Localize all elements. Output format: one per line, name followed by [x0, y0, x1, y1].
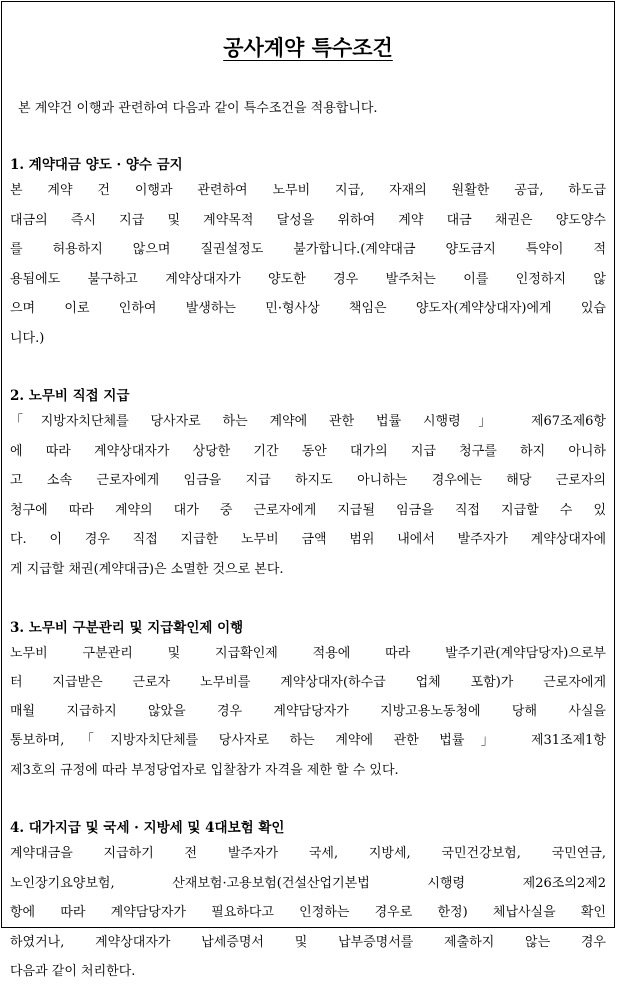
document-title-text: 공사계약 특수조건 [223, 35, 393, 60]
section-body [10, 839, 606, 987]
section-line: 본 계약 건 이행과 관련하여 노무비 지급, 자재의 원활한 공급, 하도급 [10, 183, 606, 198]
section-payment-tax-insurance-check [10, 817, 606, 987]
section-title: 2. 노무비 직접 지급 [10, 388, 130, 404]
section-line: 계약대금을 지급하기 전 발주자가 국세, 지방세, 국민건강보험, 국민연금, [10, 846, 606, 862]
section-line: 에 따라 계약상대자가 상당한 기간 동안 대가의 지급 청구를 하지 아니하 [10, 443, 606, 459]
intro-paragraph: 본 계약건 이행과 관련하여 다음과 같이 특수조건을 적용합니다. [18, 101, 378, 116]
section-direct-labor-payment [10, 385, 606, 585]
document-title [10, 32, 606, 62]
section-line: 다음과 같이 처리한다. [10, 964, 136, 980]
section-body [10, 176, 606, 353]
section-line: 으며 이로 인하여 발생하는 민·형사상 책임은 양도자(계약상대자)에게 있습 [10, 301, 606, 316]
section-line: 대금의 즉시 지급 및 계약목적 달성을 위하여 계약 대금 채권은 양도양수 [10, 212, 606, 228]
section-body [10, 639, 606, 785]
section-line: 게 지급할 채권(계약대금)은 소멸한 것으로 본다. [10, 561, 284, 577]
section-body [10, 407, 606, 585]
section-line: 하였거나, 계약상대자가 납세증명서 및 납부증명서를 제출하지 않는 경우 [10, 934, 606, 950]
section-line: 통보하며,「지방자치단체를 당사자로 하는 계약에 관한 법률」 제31조제1항 [10, 733, 606, 749]
section-line: 고 소속 근로자에게 임금을 지급 하지도 아니하는 경우에는 해당 근로자의 [10, 473, 606, 489]
section-contract-payment-transfer [10, 154, 606, 353]
section-line: 터 지급받은 근로자 노무비를 계약상대자(하수급 업체 포함)가 근로자에게 [10, 674, 606, 690]
section-line: 항에 따라 계약담당자가 필요하다고 인정하는 경우로 한정) 체납사실을 확인 [10, 905, 606, 921]
section-line: 노무비 구분관리 및 지급확인제 적용에 따라 발주기관(계약담당자)으로부 [10, 645, 606, 661]
section-labor-cost-management [10, 617, 606, 785]
section-line: 「지방자치단체를 당사자로 하는 계약에 관한 법률 시행령」 제67조제6항 [10, 414, 606, 429]
section-line: 용됨에도 불구하고 계약상대자가 양도한 경우 발주처는 이를 인정하지 않 [10, 271, 606, 287]
section-line: 니다.) [10, 330, 45, 346]
document-page [1, 1, 615, 980]
section-line: 제3호의 규정에 따라 부정당업자로 입찰참가 자격을 제한 할 수 있다. [10, 762, 399, 778]
section-title: 1. 계약대금 양도 · 양수 금지 [10, 157, 183, 173]
section-line: 청구에 따라 계약의 대가 중 근로자에게 지급될 임금을 직접 지급할 수 있 [10, 502, 606, 518]
section-line: 다. 이 경우 직접 지급한 노무비 금액 범위 내에서 발주자가 계약상대자에 [10, 532, 606, 548]
section-line: 노인장기요양보험, 산재보험·고용보험(건설산업기본법 시행령 제26조의2제2 [10, 875, 606, 891]
section-line: 매월 지급하지 않았을 경우 계약담당자가 지방고용노동청에 당해 사실을 [10, 704, 606, 720]
section-title: 4. 대가지급 및 국세 · 지방세 및 4대보험 확인 [10, 820, 285, 837]
section-title: 3. 노무비 구분관리 및 지급확인제 이행 [10, 619, 244, 636]
section-line: 를 허용하지 않으며 질권설정도 불가합니다.(계약대금 양도금지 특약이 적 [10, 242, 606, 257]
